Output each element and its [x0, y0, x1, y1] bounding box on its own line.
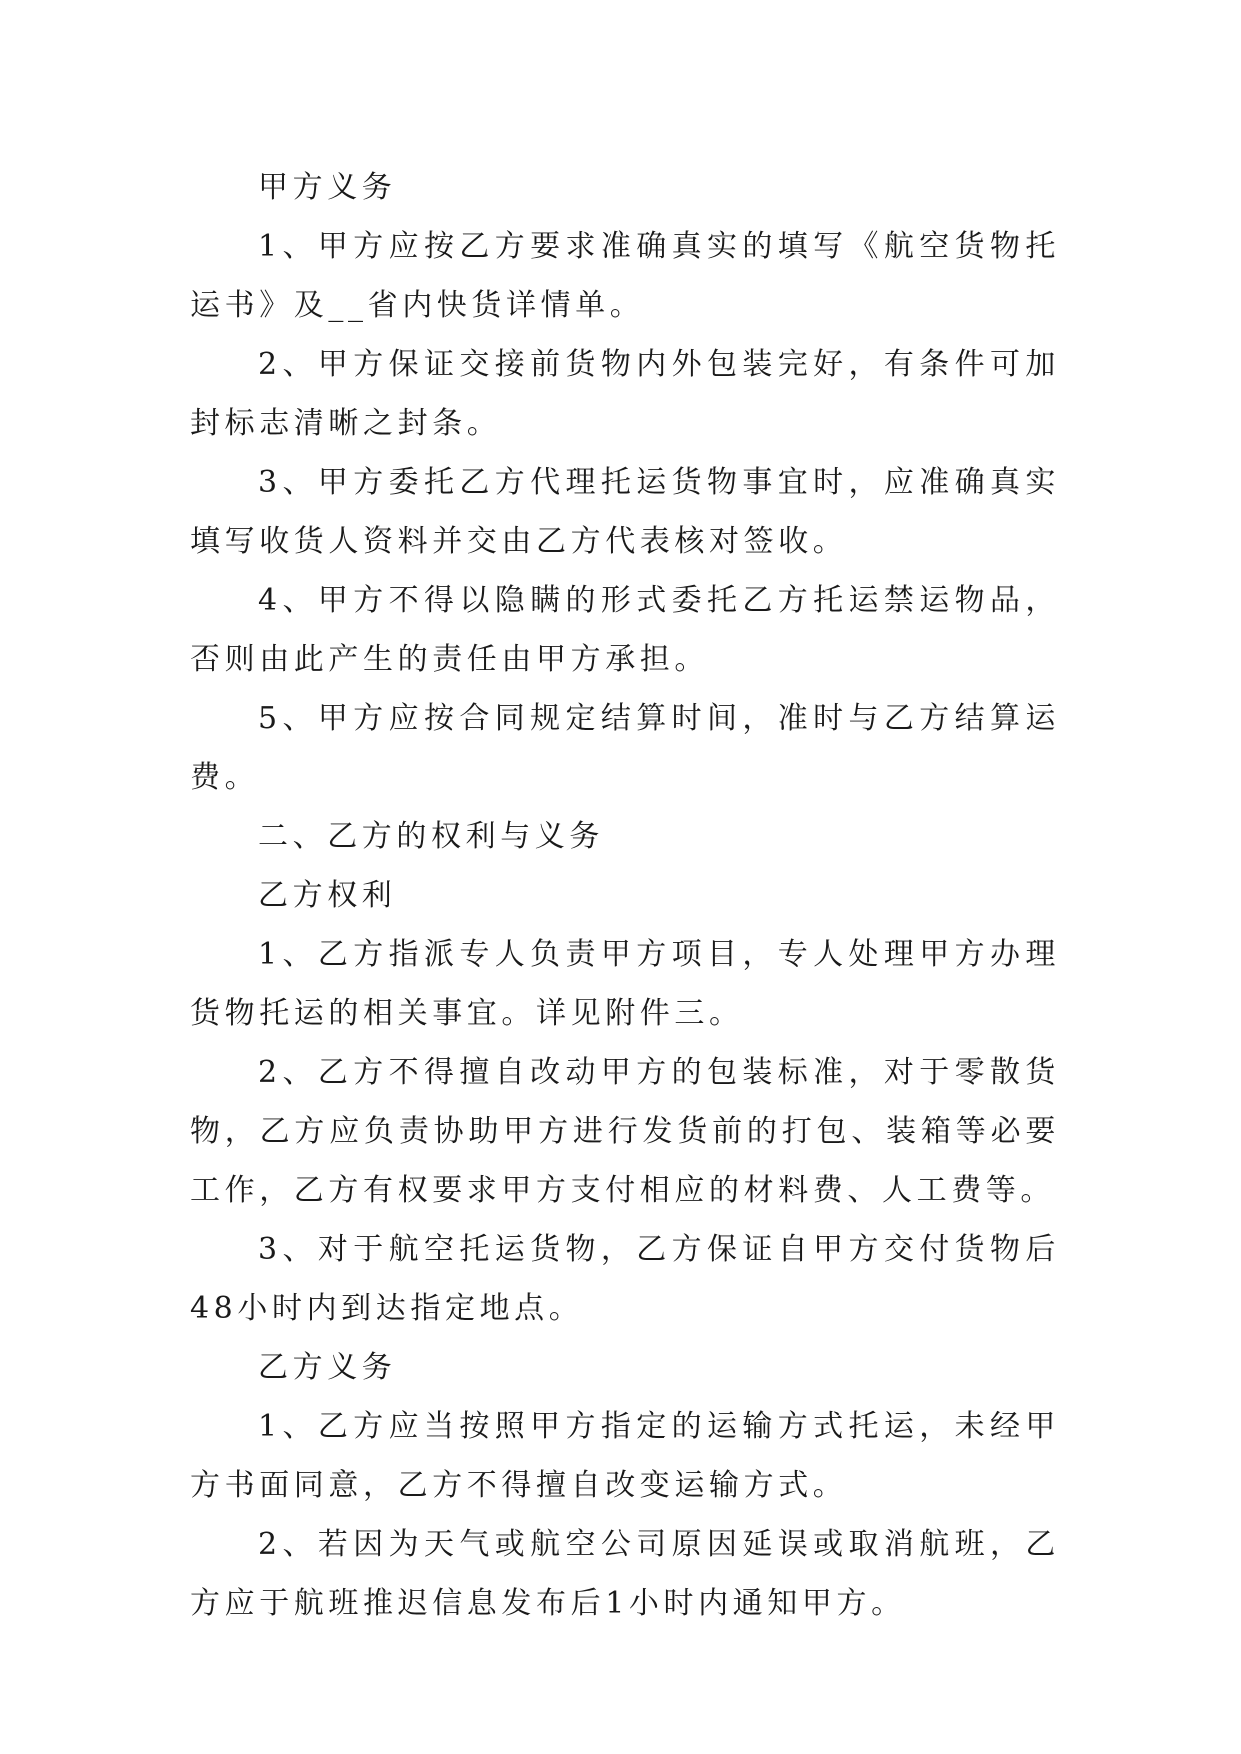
paragraph-b-obligation-1: 1、乙方应当按照甲方指定的运输方式托运，未经甲方书面同意，乙方不得擅自改变运输方式。 — [190, 1409, 1060, 1503]
paragraph-a-obligation-5: 5、甲方应按合同规定结算时间，准时与乙方结算运费。 — [190, 701, 1060, 795]
paragraph-a-obligation-1: 1、甲方应按乙方要求准确真实的填写《航空货物托运书》及__省内快货详情单。 — [190, 229, 1060, 323]
paragraph-b-obligation-2: 2、若因为天气或航空公司原因延误或取消航班，乙方应于航班推迟信息发布后1小时内通知甲方。 — [190, 1527, 1060, 1621]
paragraph-a-obligation-3: 3、甲方委托乙方代理托运货物事宜时，应准确真实填写收货人资料并交由乙方代表核对签收。 — [190, 465, 1060, 559]
document-body — [190, 158, 1060, 1633]
heading-party-a-obligations: 甲方义务 — [258, 170, 397, 205]
heading-party-b-obligations: 乙方义务 — [258, 1350, 397, 1385]
section-heading-party-b: 二、乙方的权利与义务 — [258, 819, 604, 854]
heading-party-b-rights: 乙方权利 — [258, 878, 397, 913]
paragraph-b-right-3: 3、对于航空托运货物，乙方保证自甲方交付货物后48小时内到达指定地点。 — [190, 1232, 1060, 1326]
paragraph-b-right-2: 2、乙方不得擅自改动甲方的包装标准，对于零散货物，乙方应负责协助甲方进行发货前的打包、装箱等必要工作，乙方有权要求甲方支付相应的材料费、人工费等。 — [190, 1055, 1060, 1208]
paragraph-a-obligation-4: 4、甲方不得以隐瞒的形式委托乙方托运禁运物品，否则由此产生的责任由甲方承担。 — [190, 583, 1060, 677]
paragraph-b-right-1: 1、乙方指派专人负责甲方项目，专人处理甲方办理货物托运的相关事宜。详见附件三。 — [190, 937, 1060, 1031]
paragraph-a-obligation-2: 2、甲方保证交接前货物内外包装完好，有条件可加封标志清晰之封条。 — [190, 347, 1060, 441]
